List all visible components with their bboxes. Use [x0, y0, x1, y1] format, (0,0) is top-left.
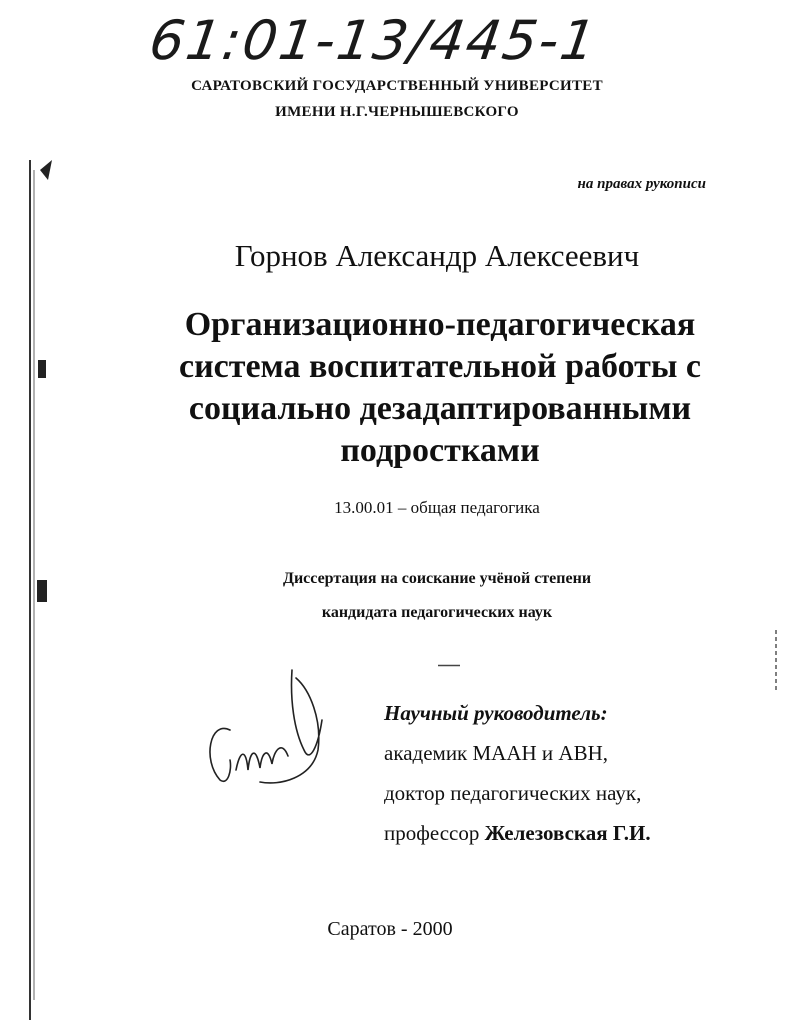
dissertation-title: Организационно-педагогическая система воспитательной работы с социально дезадаптированными подростками	[178, 306, 701, 469]
dissertation-degree-line2: кандидата педагогических наук	[321, 604, 553, 621]
specialty-code: 13.00.01 – общая педагогика	[334, 498, 540, 517]
supervisor-name-line	[384, 820, 651, 846]
supervisor-degree: доктор педагогических наук,	[384, 781, 642, 805]
manuscript-rights-note: на правах рукописи	[577, 176, 706, 192]
university-name: САРАТОВСКИЙ ГОСУДАРСТВЕННЫЙ УНИВЕРСИТЕТ	[191, 78, 603, 94]
catalog-number-handwritten: 61:01-13/445-1	[145, 9, 602, 72]
supervisor-label: Научный руководитель:	[384, 701, 608, 725]
supervisor-rank: академик МААН и АВН,	[384, 741, 609, 765]
scan-margin-artifact-left	[0, 160, 70, 1020]
signature-mark	[200, 660, 340, 800]
city-year: Саратов - 2000	[327, 918, 453, 940]
author-name: Горнов Александр Алексеевич	[234, 238, 640, 273]
scan-margin-artifact-right	[754, 620, 794, 720]
dissertation-degree-line1: Диссертация на соискание учёной степени	[282, 570, 592, 587]
supervisor-name: Железовская Г.И.	[484, 821, 651, 845]
supervisor-title: профессор	[384, 821, 485, 845]
university-dedication: ИМЕНИ Н.Г.ЧЕРНЫШЕВСКОГО	[275, 104, 519, 120]
dash-mark	[438, 664, 460, 667]
